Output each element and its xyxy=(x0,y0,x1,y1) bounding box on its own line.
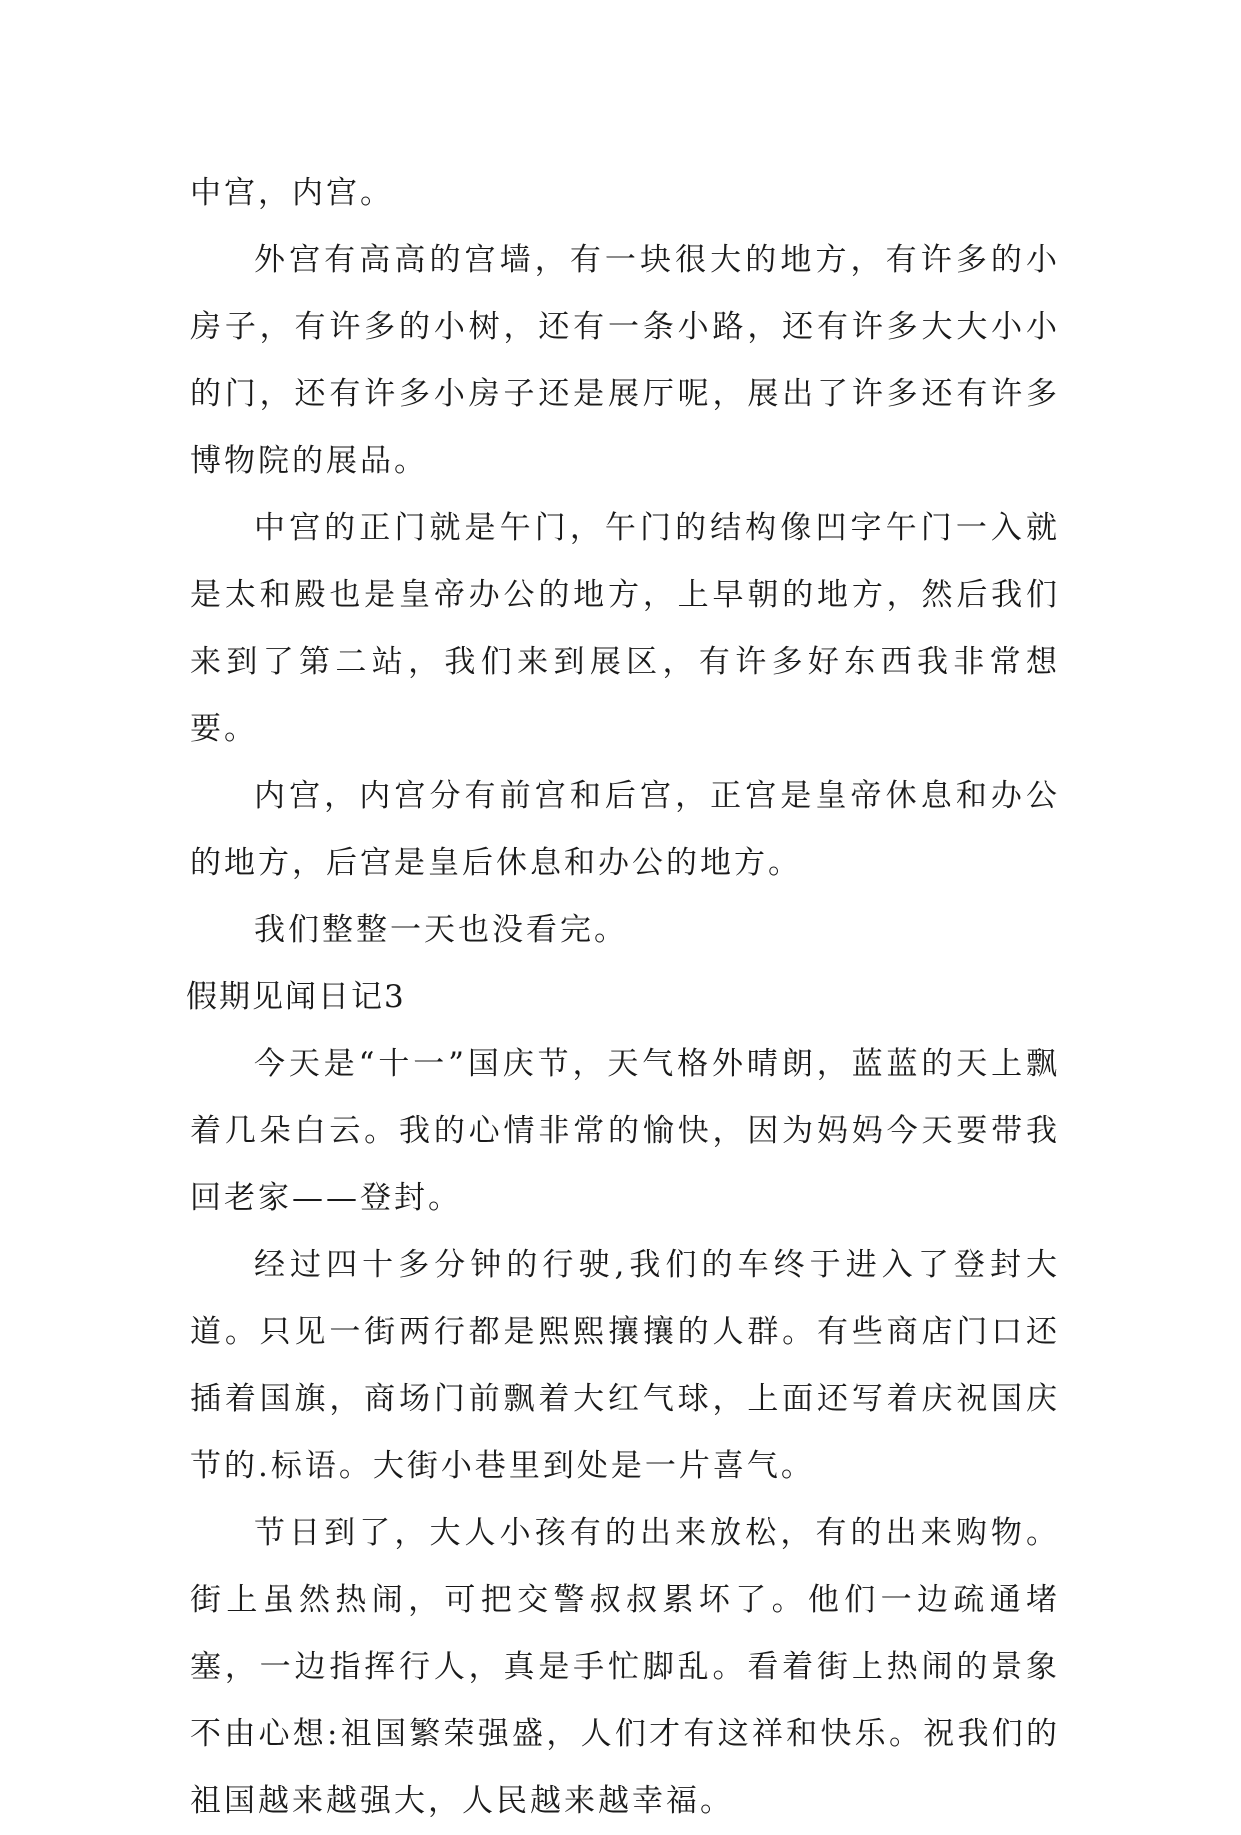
document-body xyxy=(186,160,1060,1835)
paragraph-palace-sections: 中宫，内宫。 xyxy=(190,175,394,211)
paragraph-whole-day: 我们整整一天也没看完。 xyxy=(254,912,628,948)
paragraph-inner-palace: 内宫，内宫分有前宫和后宫，正宫是皇帝休息和办公的地方，后宫是皇后休息和办公的地方。 xyxy=(190,778,1060,881)
paragraph-national-day: 今天是“十一”国庆节，天气格外晴朗，蓝蓝的天上飘着几朵白云。我的心情非常的愉快，因为妈妈今天要带我回老家——登封。 xyxy=(190,1046,1060,1216)
section-heading-diary-3: 假期见闻日记3 xyxy=(186,979,406,1015)
paragraph-dengfeng-street: 经过四十多分钟的行驶,我们的车终于进入了登封大道。只见一街两行都是熙熙攘攘的人群。有些商店门口还插着国旗，商场门前飘着大红气球，上面还写着庆祝国庆节的.标语。大街小巷里到处是一片喜气。 xyxy=(190,1247,1060,1484)
paragraph-outer-palace: 外宫有高高的宫墙，有一块很大的地方，有许多的小房子，有许多的小树，还有一条小路，还有许多大大小小的门，还有许多小房子还是展厅呢，展出了许多还有许多博物院的展品。 xyxy=(190,242,1060,479)
paragraph-holiday-crowds: 节日到了，大人小孩有的出来放松，有的出来购物。街上虽然热闹，可把交警叔叔累坏了。他们一边疏通堵塞，一边指挥行人，真是手忙脚乱。看着街上热闹的景象不由心想:祖国繁荣强盛，人们才有这祥和快乐。祝我们的祖国越来越强大，人民越来越幸福。 xyxy=(190,1515,1060,1819)
paragraph-middle-palace: 中宫的正门就是午门，午门的结构像凹字午门一入就是太和殿也是皇帝办公的地方，上早朝的地方，然后我们来到了第二站，我们来到展区，有许多好东西我非常想要。 xyxy=(190,510,1060,747)
